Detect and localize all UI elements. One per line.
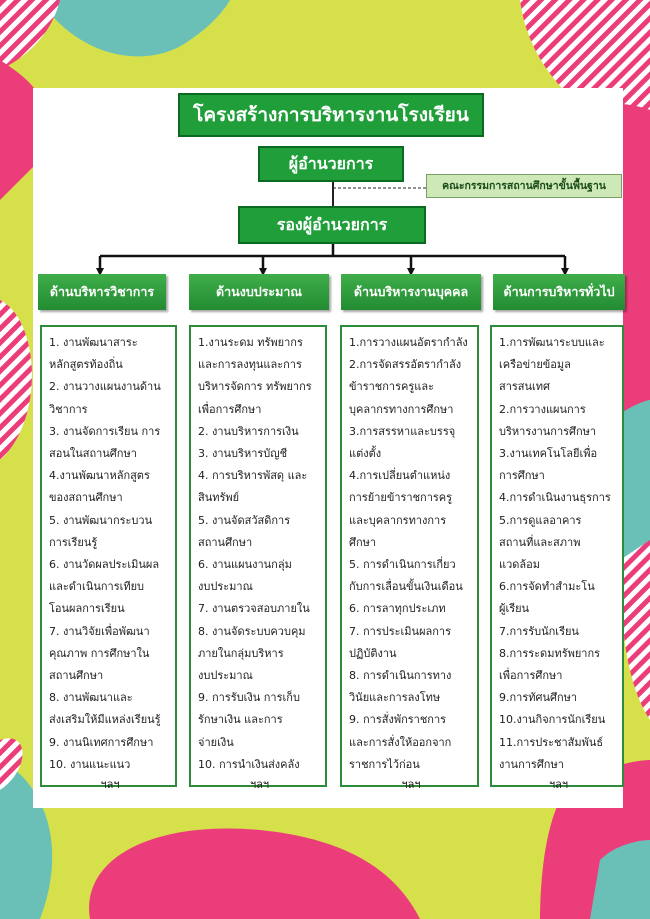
list-item: และดำเนินการเทียบ [49, 580, 145, 594]
list-item: ส่งเสริมให้มีแหล่งเรียนรู้ [49, 713, 161, 727]
list-item: 2. งานวางแผนงานด้าน [49, 380, 161, 394]
list-item: และการสั่งให้ออกจาก [349, 735, 452, 749]
dept-general-header: ด้านการบริหารทั่วไป [493, 274, 625, 310]
list-item: แต่งตั้ง [349, 447, 382, 461]
list-item: 9. การรับเงิน การเก็บ [198, 691, 300, 705]
list-item: 2. งานบริหารการเงิน [198, 424, 299, 438]
list-item: งบประมาณ [198, 669, 253, 683]
list-item: ของสถานศึกษา [49, 491, 123, 505]
list-item: 10.งานกิจการนักเรียน [499, 713, 606, 727]
list-item: ผู้เรียน [499, 602, 530, 616]
list-item: 10. การนำเงินส่งคลัง [198, 757, 300, 771]
list-more: ฯลฯ [548, 778, 569, 792]
list-item: หลักสูตรท้องถิ่น [49, 358, 123, 372]
list-item: 8.การระดมทรัพยากร [499, 646, 601, 660]
list-item: 8. การดำเนินการทาง [349, 669, 452, 683]
list-item: 7.การรับนักเรียน [499, 624, 579, 638]
list-item: คุณภาพ การศึกษาใน [49, 646, 150, 660]
list-item: จ่ายเงิน [198, 735, 234, 749]
list-item: 5. งานพัฒนากระบวน [49, 513, 153, 527]
list-item: กับการเลื่อนขั้นเงินเดือน [349, 580, 463, 594]
list-item: รักษาเงิน และการ [198, 713, 283, 727]
list-item: 9.การทัศนศึกษา [499, 691, 578, 705]
list-item: 7. งานตรวจสอบภายใน [198, 602, 310, 616]
list-item: สถานที่และสภาพ [499, 535, 581, 549]
deputy-director-box: รองผู้อำนวยการ [238, 206, 426, 244]
list-item: 5. งานจัดสวัสดิการ [198, 513, 291, 527]
list-item: สถานศึกษา [198, 535, 253, 549]
list-item: 3. งานบริหารบัญชี [198, 447, 288, 461]
list-item: 9. การสั่งพักราชการ [349, 713, 447, 727]
list-item: งานการศึกษา [499, 757, 564, 771]
list-item: โอนผลการเรียน [49, 602, 125, 616]
list-item: และการลงทุนและการ [198, 358, 302, 372]
list-item: การย้ายข้าราชการครู [349, 491, 453, 505]
list-item: เพื่อการศึกษา [198, 402, 262, 416]
list-item: 4.งานพัฒนาหลักสูตร [49, 469, 150, 483]
list-item: 1. งานพัฒนาสาระ [49, 336, 138, 349]
dept-personnel-header: ด้านบริหารงานบุคคล [341, 274, 481, 310]
list-item: 6. งานวัดผลประเมินผล [49, 558, 160, 572]
dept-academic-header: ด้านบริหารวิชาการ [38, 274, 166, 310]
list-more: ฯลฯ [249, 778, 270, 792]
list-item: ศึกษา [349, 535, 377, 549]
list-item: สถานศึกษา [49, 669, 104, 683]
list-item: 5.การดูแลอาคาร [499, 513, 582, 527]
list-item: สินทรัพย์ [198, 491, 240, 505]
list-item: 5. การดำเนินการเกี่ยว [349, 558, 456, 572]
list-item: 6.การจัดทำสำมะโน [499, 580, 595, 594]
list-item: 1.การพัฒนาระบบและ [499, 336, 605, 349]
list-item: 3.งานเทคโนโลยีเพื่อ [499, 447, 598, 461]
list-item: 4.การเปลี่ยนตำแหน่ง [349, 469, 451, 483]
list-item: 6. งานแผนงานกลุ่ม [198, 558, 292, 572]
list-item: การศึกษา [499, 469, 545, 483]
list-item: แวดล้อม [499, 558, 541, 572]
director-box: ผู้อำนวยการ [258, 146, 404, 182]
dept-personnel-list [340, 325, 479, 792]
list-item: วิชาการ [49, 402, 88, 416]
list-item: 1.การวางแผนอัตรากำลัง [349, 336, 468, 349]
list-item: 6. การลาทุกประเภท [349, 602, 446, 616]
list-item: ราชการไว้ก่อน [349, 757, 420, 771]
list-item: 4. การบริหารพัสดุ และ [198, 469, 308, 483]
list-item: ปฏิบัติงาน [349, 646, 397, 660]
list-item: 9. งานนิเทศการศึกษา [49, 735, 154, 749]
list-item: เพื่อการศึกษา [499, 669, 563, 683]
list-item: วินัยและการลงโทษ [349, 691, 441, 705]
list-more: ฯลฯ [401, 778, 421, 792]
list-item: บริหารจัดการ ทรัพยากร [198, 380, 312, 394]
list-item: 10. งานแนะแนว [49, 757, 131, 771]
list-item: การเรียนรู้ [49, 535, 98, 549]
list-item: 3. งานจัดการเรียน การ [49, 424, 161, 438]
list-item: 1.งานระดม ทรัพยากร [198, 336, 303, 349]
list-more: ฯลฯ [100, 778, 120, 792]
list-item: บริหารงานการศึกษา [499, 424, 597, 438]
list-item: สอนในสถานศึกษา [49, 447, 137, 461]
dept-general-list [490, 325, 624, 792]
list-item: ข้าราชการครูและ [349, 380, 434, 394]
list-item: 2.การจัดสรรอัตรากำลัง [349, 358, 462, 372]
list-item: งบประมาณ [198, 580, 253, 594]
dept-academic-list [40, 325, 177, 792]
list-item: 7. การประเมินผลการ [349, 624, 451, 638]
list-item: 4.การดำเนินงานธุรการ [499, 491, 611, 505]
list-item: เครือข่ายข้อมูล [499, 358, 571, 372]
list-item: 8. งานจัดระบบควบคุม [198, 624, 306, 638]
list-item: ภายในกลุ่มบริหาร [198, 646, 284, 660]
dept-budget-header: ด้านงบประมาณ [189, 274, 329, 310]
list-item: 8. งานพัฒนาและ [49, 691, 133, 705]
list-item: บุคลากรทางการศึกษา [349, 402, 454, 416]
list-item: และบุคลากรทางการ [349, 513, 447, 527]
list-item: 3.การสรรหาและบรรจุ [349, 424, 456, 438]
list-item: 7. งานวิจัยเพื่อพัฒนา [49, 624, 150, 638]
dept-budget-list [189, 325, 327, 792]
list-item: สารสนเทศ [499, 380, 551, 394]
chart-title: โครงสร้างการบริหารงานโรงเรียน [178, 93, 484, 137]
list-item: 2.การวางแผนการ [499, 402, 586, 416]
school-board-box: คณะกรรมการสถานศึกษาขั้นพื้นฐาน [426, 174, 622, 198]
list-item: 11.การประชาสัมพันธ์ [499, 735, 604, 749]
